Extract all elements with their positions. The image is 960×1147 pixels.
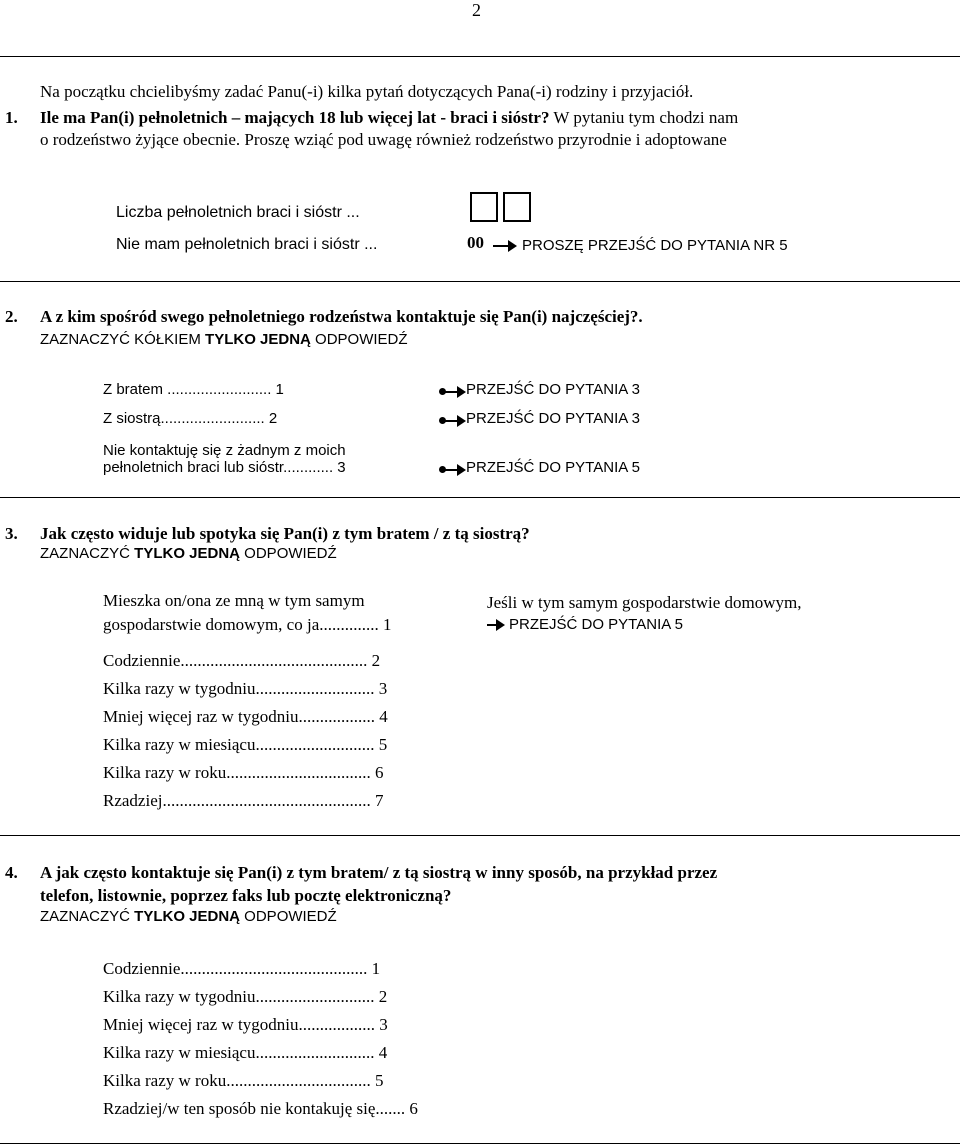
q3-option-1-line1: Mieszka on/ona ze mną w tym samym [103, 591, 365, 610]
q3-question: Jak często widuje lub spotyka się Pan(i) z tym bratem / z tą siostrą? [40, 524, 530, 543]
arrow-right-icon [442, 469, 464, 471]
divider-q2-q3 [0, 497, 960, 498]
q3-note-line1: Jeśli w tym samym gospodarstwie domowym, [487, 593, 802, 612]
q3-instruction-bold: TYLKO JEDNĄ [134, 545, 241, 562]
q1-digit-box-2[interactable] [503, 192, 531, 222]
q4-question-line2: telefon, listownie, poprzez faks lub pocztę elektroniczną? [40, 886, 452, 905]
arrow-right-icon [442, 420, 464, 422]
q3-option-1[interactable]: gospodarstwie domowym, co ja.............. 1 [103, 615, 392, 634]
q3-option-7[interactable]: Rzadziej................................................. 7 [103, 791, 384, 810]
q3-option-4[interactable]: Mniej więcej raz w tygodniu.................. 4 [103, 707, 388, 726]
q1-line2: o rodzeństwo żyjące obecnie. [40, 130, 241, 149]
q1-count-label: Liczba pełnoletnich braci i sióstr ... [116, 204, 360, 221]
q2-option-2[interactable]: Z siostrą......................... 2 [103, 410, 278, 427]
q4-instruction-pre: ZAZNACZYĆ [40, 908, 135, 925]
arrow-right-icon [487, 624, 503, 626]
q3-option-6[interactable]: Kilka razy w roku.................................. 6 [103, 763, 384, 782]
q4-number: 4. [5, 863, 18, 882]
q4-option-6[interactable]: Rzadziej/w ten sposób nie kontakuję się....... 6 [103, 1099, 418, 1118]
q1-question-bold: Ile ma Pan(i) pełnoletnich – mających 18 lub więcej lat - braci i sióstr? [40, 108, 550, 127]
q3-instruction [40, 545, 337, 562]
q2-number: 2. [5, 307, 18, 326]
q2-question: A z kim spośród swego pełnoletniego rodzeństwa kontaktuje się Pan(i) najczęściej?. [40, 307, 643, 326]
q4-instruction-post: ODPOWIEDŹ [240, 908, 337, 925]
q3-instruction-post: ODPOWIEDŹ [240, 545, 337, 562]
q3-instruction-pre: ZAZNACZYĆ [40, 545, 135, 562]
q4-option-4[interactable]: Kilka razy w miesiącu............................ 4 [103, 1043, 388, 1062]
q2-option-3-jump: PRZEJŚĆ DO PYTANIA 5 [466, 459, 640, 476]
q3-option-3[interactable]: Kilka razy w tygodniu............................ 3 [103, 679, 388, 698]
q2-instruction [40, 331, 408, 348]
q4-option-2[interactable]: Kilka razy w tygodniu............................ 2 [103, 987, 388, 1006]
divider-bottom [0, 1143, 960, 1144]
q2-option-3-line1: Nie kontaktuję się z żadnym z moich [103, 442, 346, 459]
page-number: 2 [472, 0, 481, 20]
q1-question-rest: W pytaniu tym chodzi nam [549, 108, 739, 127]
q4-option-5[interactable]: Kilka razy w roku.................................. 5 [103, 1071, 384, 1090]
q4-option-1[interactable]: Codziennie............................................ 1 [103, 959, 381, 978]
q1-number: 1. [5, 108, 18, 127]
divider-q1-q2 [0, 281, 960, 282]
intro-text: Na początku chcielibyśmy zadać Panu(-i) kilka pytań dotyczących Pana(-i) rodziny i przyjaciół. [40, 82, 694, 101]
q4-instruction [40, 908, 337, 925]
q2-instruction-pre: ZAZNACZYĆ KÓŁKIEM [40, 331, 206, 348]
q1-digit-box-1[interactable] [470, 192, 498, 222]
q4-instruction-bold: TYLKO JEDNĄ [134, 908, 241, 925]
q1-question-line2 [40, 130, 727, 150]
q1-none-label: Nie mam pełnoletnich braci i sióstr ... [116, 236, 378, 253]
arrow-right-icon [493, 245, 515, 247]
q2-option-1[interactable]: Z bratem ......................... 1 [103, 381, 284, 398]
q2-option-2-jump: PRZEJŚĆ DO PYTANIA 3 [466, 410, 640, 427]
q2-instruction-post: ODPOWIEDŹ [310, 331, 408, 348]
q4-question-line1: A jak często kontaktuje się Pan(i) z tym bratem/ z tą siostrą w inny sposób, na przykład przez [40, 863, 718, 882]
arrow-right-icon [442, 391, 464, 393]
q4-option-3[interactable]: Mniej więcej raz w tygodniu.................. 3 [103, 1015, 388, 1034]
q3-note-line2: PRZEJŚĆ DO PYTANIA 5 [509, 616, 683, 633]
q2-option-3[interactable]: pełnoletnich braci lub sióstr............ 3 [103, 459, 346, 476]
q1-none-code[interactable]: 00 [467, 233, 484, 252]
q3-number: 3. [5, 524, 18, 543]
q3-option-5[interactable]: Kilka razy w miesiącu............................ 5 [103, 735, 388, 754]
q1-line2-rest: Proszę wziąć pod uwagę również rodzeństwo przyrodnie i adoptowane [240, 130, 727, 149]
q1-none-instruction: PROSZĘ PRZEJŚĆ DO PYTANIA NR 5 [522, 237, 788, 254]
q2-instruction-bold: TYLKO JEDNĄ [205, 331, 311, 348]
q3-option-2[interactable]: Codziennie............................................ 2 [103, 651, 381, 670]
q1-question [40, 108, 738, 128]
divider-q3-q4 [0, 835, 960, 836]
q2-option-1-jump: PRZEJŚĆ DO PYTANIA 3 [466, 381, 640, 398]
divider-top [0, 56, 960, 57]
